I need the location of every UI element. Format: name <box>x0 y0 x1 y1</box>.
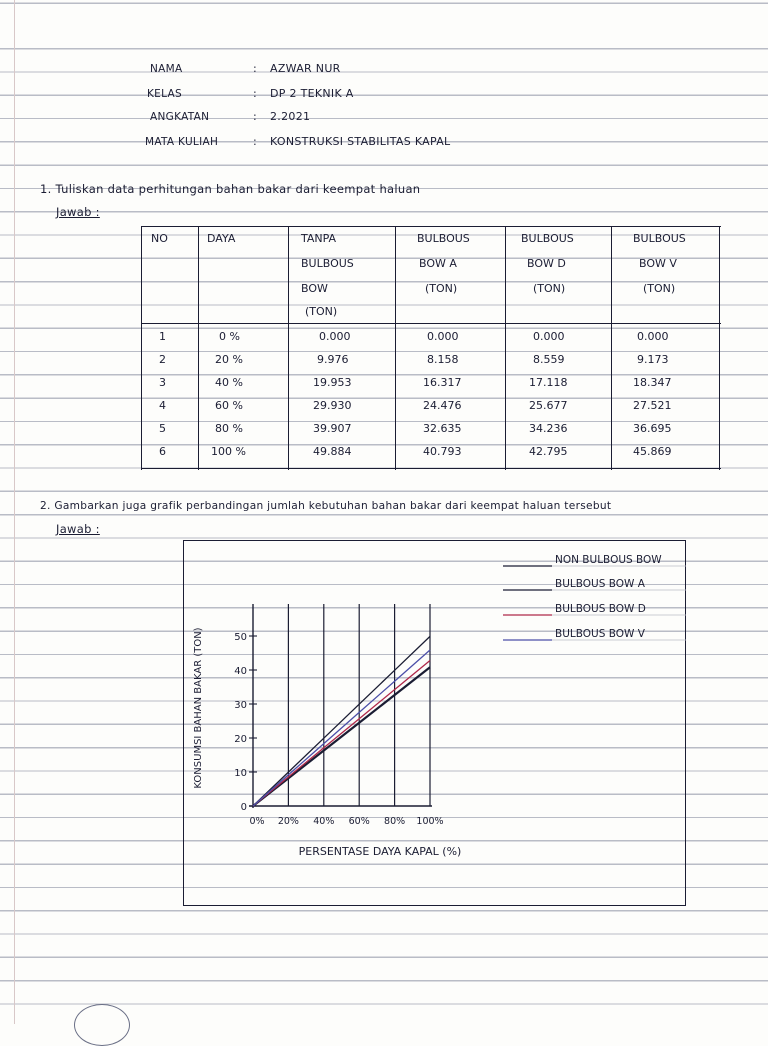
table-cell: 42.795 <box>529 445 568 458</box>
table-cell: 0 % <box>219 330 240 343</box>
table-cell: 8.559 <box>533 353 565 366</box>
legend-label: BULBOUS BOW D <box>555 603 646 615</box>
table-cell: 0.000 <box>319 330 351 343</box>
header-bow-v-3: (TON) <box>643 282 676 295</box>
table-cell: 0.000 <box>533 330 565 343</box>
series-line <box>253 650 430 806</box>
chart-legend <box>503 554 686 640</box>
header-bow-a-3: (TON) <box>425 282 458 295</box>
watermark-logo <box>74 1004 130 1046</box>
header-non-bulbous-4: (TON) <box>305 305 338 318</box>
y-axis-label: KONSUMSI BAHAN BAKAR (TON) <box>193 627 204 789</box>
x-tick-label: 60% <box>348 816 370 827</box>
header-bow-v-2: BOW V <box>639 257 677 270</box>
table-cell: 18.347 <box>633 376 672 389</box>
table-cell: 49.884 <box>313 445 352 458</box>
table-cell: 2 <box>159 353 166 366</box>
x-tick-label: 0% <box>249 816 265 827</box>
table-cell: 8.158 <box>427 353 459 366</box>
header-non-bulbous-2: BULBOUS <box>301 257 354 270</box>
table-cell: 17.118 <box>529 376 568 389</box>
field-value-batch: 2.2021 <box>270 110 311 123</box>
table-cell: 60 % <box>215 399 243 412</box>
legend-label: NON BULBOUS BOW <box>555 554 662 566</box>
x-axis-label: PERSENTASE DAYA KAPAL (%) <box>298 845 462 858</box>
x-tick-label: 20% <box>277 816 299 827</box>
y-tick-label: 10 <box>234 768 247 779</box>
table-cell: 27.521 <box>633 399 672 412</box>
field-label-name: NAMA <box>150 63 183 75</box>
x-tick-label: 40% <box>313 816 335 827</box>
table-cell: 1 <box>159 330 166 343</box>
table-cell: 0.000 <box>637 330 669 343</box>
table-cell: 34.236 <box>529 422 568 435</box>
chart-series <box>253 636 430 806</box>
table-cell: 25.677 <box>529 399 568 412</box>
header-power: DAYA <box>207 232 236 245</box>
field-colon: : <box>253 87 258 100</box>
header-bow-a-1: BULBOUS <box>417 232 470 245</box>
table-cell: 100 % <box>211 445 246 458</box>
series-line <box>253 636 430 806</box>
table-cell: 4 <box>159 399 166 412</box>
field-value-name: AZWAR NUR <box>270 62 341 75</box>
table-cell: 24.476 <box>423 399 462 412</box>
table-cell: 5 <box>159 422 166 435</box>
question-2-answer-label: Jawab : <box>56 522 100 536</box>
field-label-course: MATA KULIAH <box>145 136 219 148</box>
question-1-answer-label: Jawab : <box>56 205 100 219</box>
header-bow-d-2: BOW D <box>527 257 566 270</box>
table-cell: 45.869 <box>633 445 672 458</box>
header-no: NO <box>151 232 168 245</box>
table-cell: 9.976 <box>317 353 349 366</box>
x-tick-label: 100% <box>416 816 444 827</box>
table-cell: 36.695 <box>633 422 672 435</box>
y-tick-label: 20 <box>234 734 247 745</box>
legend-label: BULBOUS BOW A <box>555 578 645 590</box>
question-1-text: 1. Tuliskan data perhitungan bahan bakar dari keempat haluan <box>40 182 421 196</box>
table-cell: 0.000 <box>427 330 459 343</box>
legend-label: BULBOUS BOW V <box>555 628 645 640</box>
field-value-class: DP 2 TEKNIK A <box>270 87 354 100</box>
series-line <box>253 667 430 806</box>
field-colon: : <box>253 135 258 148</box>
header-bow-d-3: (TON) <box>533 282 566 295</box>
header-non-bulbous-3: BOW <box>301 282 328 295</box>
table-cell: 40.793 <box>423 445 462 458</box>
question-2-text: 2. Gambarkan juga grafik perbandingan jumlah kebutuhan bahan bakar dari keempat haluan tersebut <box>40 500 612 512</box>
field-colon: : <box>253 110 258 123</box>
header-non-bulbous-1: TANPA <box>301 232 337 245</box>
table-cell: 29.930 <box>313 399 352 412</box>
table-cell: 16.317 <box>423 376 462 389</box>
y-tick-label: 50 <box>234 632 247 643</box>
y-tick-label: 0 <box>240 802 247 813</box>
table-cell: 80 % <box>215 422 243 435</box>
table-cell: 20 % <box>215 353 243 366</box>
x-tick-label: 80% <box>384 816 406 827</box>
table-cell: 9.173 <box>637 353 669 366</box>
header-bow-d-1: BULBOUS <box>521 232 574 245</box>
table-cell: 39.907 <box>313 422 352 435</box>
field-label-class: KELAS <box>147 88 182 100</box>
field-label-batch: ANGKATAN <box>150 111 210 123</box>
series-line <box>253 661 430 807</box>
header-bow-a-2: BOW A <box>419 257 457 270</box>
y-tick-label: 40 <box>234 666 247 677</box>
table-cell: 19.953 <box>313 376 352 389</box>
header-bow-v-1: BULBOUS <box>633 232 686 245</box>
y-tick-label: 30 <box>234 700 247 711</box>
table-cell: 6 <box>159 445 166 458</box>
table-cell: 40 % <box>215 376 243 389</box>
field-colon: : <box>253 62 258 75</box>
table-cell: 32.635 <box>423 422 462 435</box>
table-cell: 3 <box>159 376 166 389</box>
field-value-course: KONSTRUKSI STABILITAS KAPAL <box>270 135 451 148</box>
